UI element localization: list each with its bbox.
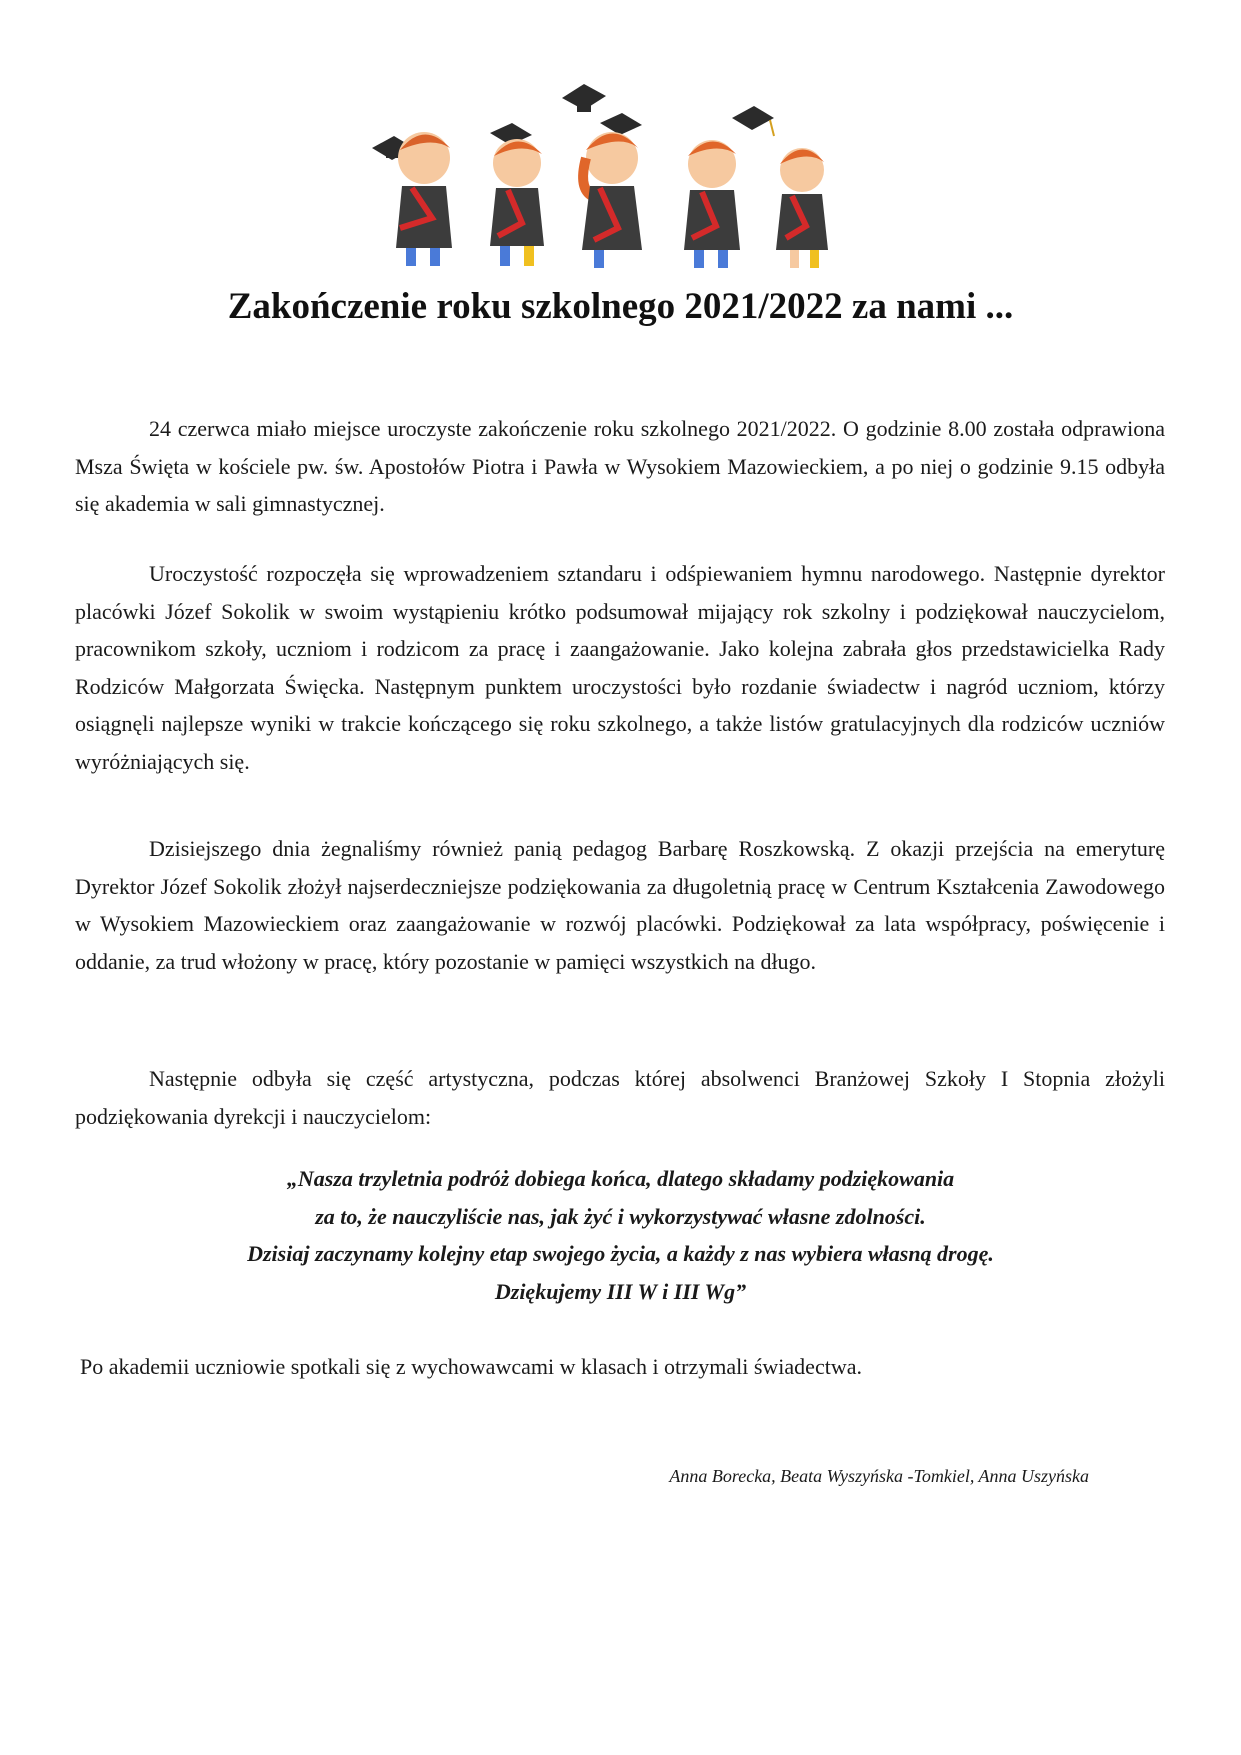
child-figure <box>582 132 642 268</box>
child-figure <box>490 139 544 266</box>
quote-line: za to, że nauczyliście nas, jak żyć i wykorzystywać własne zdolności. <box>315 1203 926 1229</box>
graduation-cap-icon <box>562 84 606 112</box>
quote-line: Dziękujemy III W i III Wg” <box>494 1278 747 1304</box>
graduating-children-illustration <box>372 78 872 278</box>
paragraph: 24 czerwca miało miejsce uroczyste zakończenie roku szkolnego 2021/2022. O godzinie 8.00 została odprawiona Msza Święta w kościele pw. św. Apostołów Piotra i Pawła w Wysokiem Mazowieckiem, a po niej o godzinie 9.15 odbyła się akademia w sali gimnastycznej. <box>75 416 1165 516</box>
paragraph: Następnie odbyła się część artystyczna, podczas której absolwenci Branżowej Szkoły I Stopnia złożyli podziękowania dyrekcji i nauczycielom: <box>75 1066 1165 1129</box>
quote-line: Dzisiaj zaczynamy kolejny etap swojego życia, a każdy z nas wybiera własną drogę. <box>247 1241 994 1266</box>
paragraph: Uroczystość rozpoczęła się wprowadzeniem sztandaru i odśpiewaniem hymnu narodowego. Następnie dyrektor placówki Józef Sokolik w swoim wystąpieniu krótko podsumował mijający rok szkolny i podziękował nauczycielom, pracownikom szkoły, uczniom i rodzicom za pracę i zaangażowanie. Jako kolejna zabrała głos przedstawicielka Rady Rodziców Małgorzata Święcka. Następnym punktem uroczystości było rozdanie świadectw i nagród uczniom, którzy osiągnęli najlepsze wyniki w trakcie kończącego się roku szkolnego, a także listów gratulacyjnych dla rodziców uczniów wyróżniających się. <box>75 561 1165 774</box>
child-figure <box>776 148 828 268</box>
paragraph: Dzisiejszego dnia żegnaliśmy również panią pedagog Barbarę Roszkowską. Z okazji przejścia na emeryturę Dyrektor Józef Sokolik złożył najserdeczniejsze podziękowania za długoletnią pracę w Centrum Kształcenia Zawodowego w Wysokiem Mazowieckiem oraz zaangażowanie w rozwój placówki. Podziękował za lata współpracy, poświęcenie i oddanie, za trud włożony w pracę, który pozostanie w pamięci wszystkich na długo. <box>75 836 1165 974</box>
child-figure <box>396 132 452 266</box>
closing-paragraph: Po akademii uczniowie spotkali się z wychowawcami w klasach i otrzymali świadectwa. <box>80 1354 862 1379</box>
graduation-cap-icon <box>600 113 642 135</box>
quote-block <box>0 1160 1241 1310</box>
child-figure <box>684 140 740 268</box>
page-title: Zakończenie roku szkolnego 2021/2022 za nami ... <box>227 286 1014 327</box>
graduation-cap-icon <box>732 106 774 136</box>
signature: Anna Borecka, Beata Wyszyńska -Tomkiel, Anna Uszyńska <box>669 1466 1089 1486</box>
quote-line: „Nasza trzyletnia podróż dobiega końca, dlatego składamy podziękowania <box>286 1166 955 1191</box>
